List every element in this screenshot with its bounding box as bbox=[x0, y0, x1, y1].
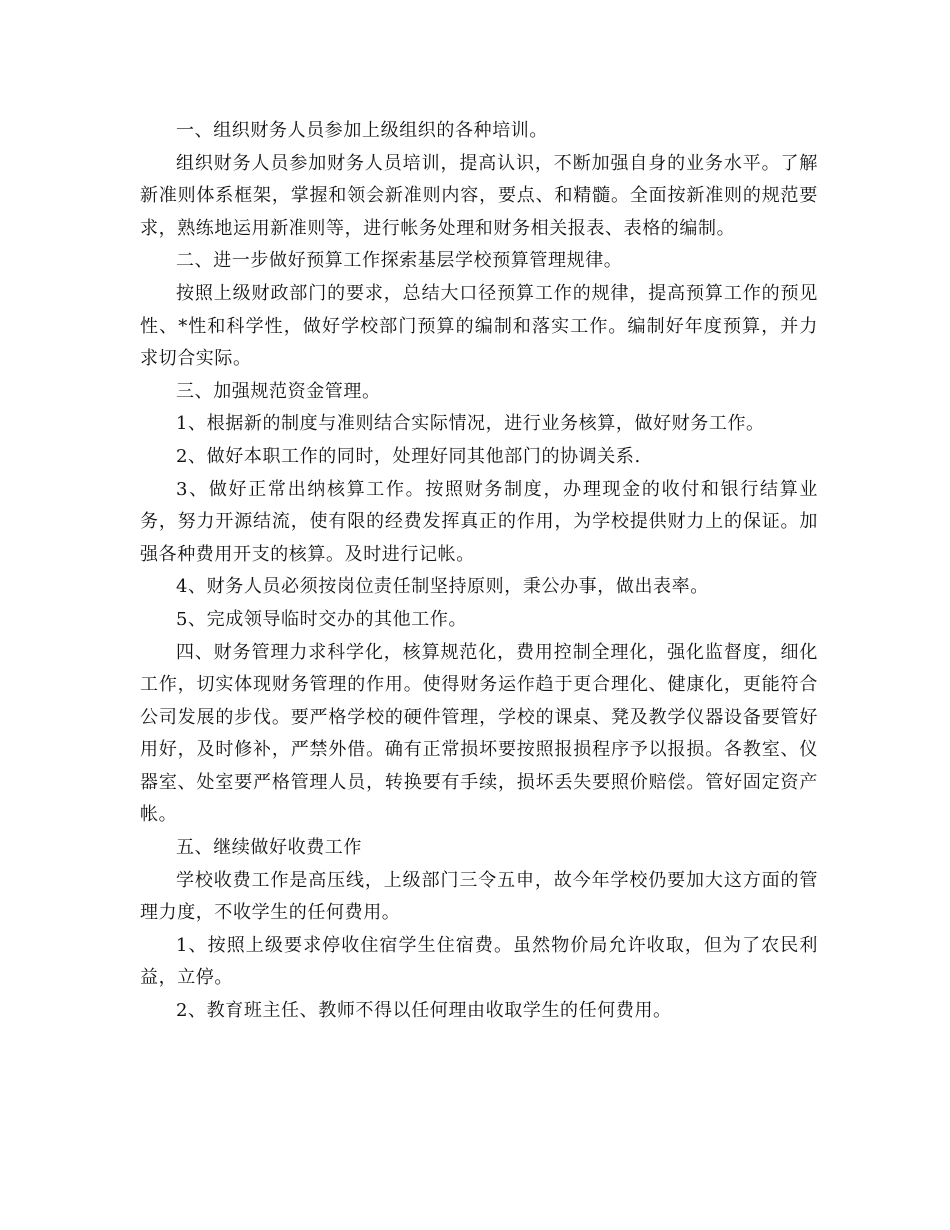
list-item: 2、教育班主任、教师不得以任何理由收取学生的任何费用。 bbox=[176, 1000, 672, 1022]
section-heading-3: 三、加强规范资金管理。 bbox=[176, 380, 381, 402]
list-item: 4、财务人员必须按岗位责任制坚持原则，秉公办事，做出表率。 bbox=[176, 576, 709, 598]
document-body bbox=[140, 115, 818, 1028]
list-item: 1、根据新的制度与准则结合实际情况，进行业务核算，做好财务工作。 bbox=[176, 413, 765, 435]
section-heading-4: 四、财务管理力求科学化，核算规范化，费用控制全理化，强化监督度，细化工作，切实体现财务管理的作用。使得财务运作趋于更合理化、健康化，更能符合公司发展的步伐。要严格学校的硬件管理，学校的课桌、凳及教学仪器设备要管好用好，及时修补，严禁外借。确有正常损坏要按照报损程序予以报损。各教室、仪器室、处室要严格管理人员，转换要有手续，损坏丢失要照价赔偿。管好固定资产帐。 bbox=[140, 641, 818, 826]
list-item: 2、做好本职工作的同时，处理好同其他部门的协调关系. bbox=[176, 445, 641, 467]
section-heading-5: 五、继续做好收费工作 bbox=[176, 837, 362, 859]
list-item: 5、完成领导临时交办的其他工作。 bbox=[176, 608, 468, 630]
body-paragraph: 学校收费工作是高压线，上级部门三令五申，故今年学校仍要加大这方面的管理力度，不收学生的任何费用。 bbox=[140, 869, 818, 924]
section-heading-1: 一、组织财务人员参加上级组织的各种培训。 bbox=[176, 120, 548, 141]
body-paragraph: 按照上级财政部门的要求，总结大口径预算工作的规律，提高预算工作的预见性、*性和科学性，做好学校部门预算的编制和落实工作。编制好年度预算，并力求切合实际。 bbox=[140, 282, 818, 370]
section-heading-2: 二、进一步做好预算工作探索基层学校预算管理规律。 bbox=[176, 250, 623, 272]
body-paragraph: 组织财务人员参加财务人员培训，提高认识，不断加强自身的业务水平。了解新准则体系框架，掌握和领会新准则内容，要点、和精髓。全面按新准则的规范要求，熟练地运用新准则等，进行帐务处理和财务相关报表、表格的编制。 bbox=[140, 152, 818, 239]
list-item: 3、做好正常出纳核算工作。按照财务制度，办理现金的收付和银行结算业务，努力开源结流，使有限的经费发挥真正的作用，为学校提供财力上的保证。加强各种费用开支的核算。及时进行记帐。 bbox=[140, 478, 818, 565]
list-item: 1、按照上级要求停收住宿学生住宿费。虽然物价局允许收取，但为了农民利益，立停。 bbox=[140, 934, 818, 989]
